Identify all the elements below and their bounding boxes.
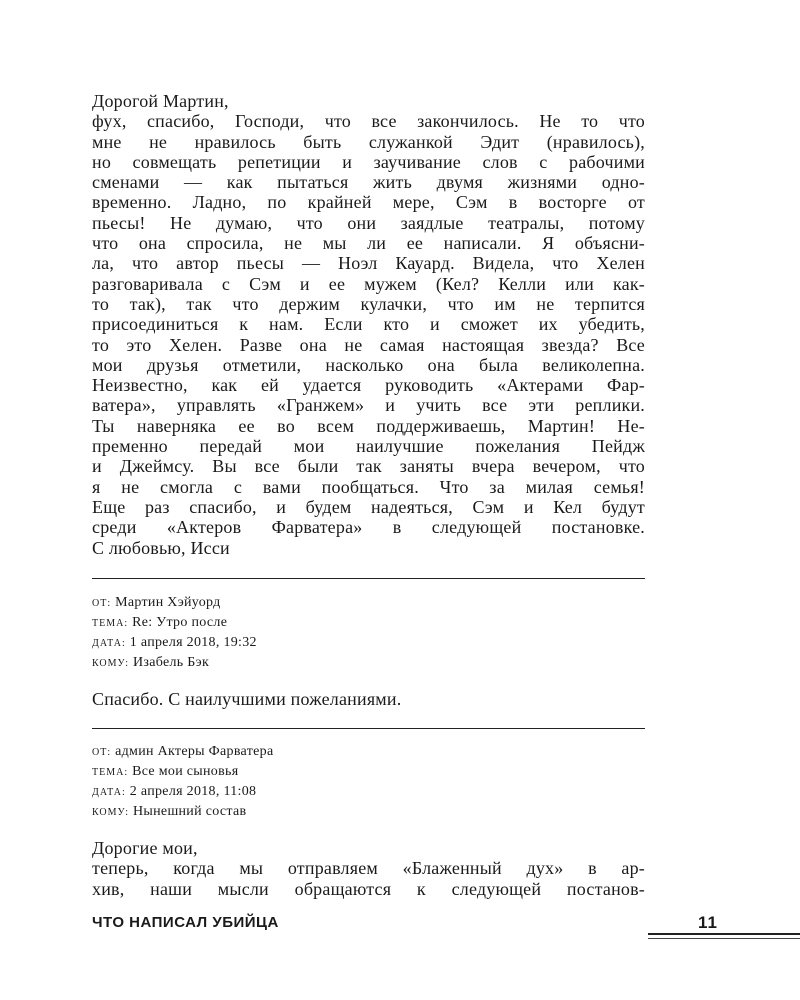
letter-line: мои друзья отметили, насколько она была великолепна. [92,354,645,375]
letter-body [92,91,645,558]
from-value: Мартин Хэйуорд [115,594,221,610]
date-label: ДАТА: [92,787,126,799]
letter-line: присоединиться к нам. Если кто и сможет их убедить, [92,314,645,335]
letter-line: фух, спасибо, Господи, что все закончилось. Не то что [92,111,645,132]
page-number: 11 [698,913,718,932]
email-body [92,689,645,709]
email-body [92,838,645,899]
email-date-row [92,633,645,653]
letter-signoff: С любовью, Исси [92,537,230,558]
email-subject-row [92,613,645,633]
letter-line: но совмещать репетиции и заучивание слов с рабочими [92,151,645,172]
letter-line: сменами — как пытаться жить двумя жизнями одно- [92,172,645,193]
date-value: 1 апреля 2018, 19:32 [129,634,257,650]
email-body-line: Спасибо. С наилучшими пожеланиями. [92,688,402,709]
letter-line: то это Хелен. Разве она не самая настоящая звезда? Все [92,334,645,355]
letter-line: среди «Актеров Фарватера» в следующей постановке. [92,517,645,538]
date-label: ДАТА: [92,637,126,649]
subject-value: Все мои сыновья [132,764,239,780]
letter-line: то так), так что держим кулачки, что им не терпится [92,293,645,314]
running-title: ЧТО НАПИСАЛ УБИЙЦА [92,914,279,931]
to-value: Нынешний состав [133,804,247,820]
letter-line: пременно передай мои наилучшие пожелания Пейдж [92,436,645,457]
letter-line: Неизвестно, как ей удается руководить «Актерами Фар- [92,375,645,396]
letter-line: что она спросила, не мы ли ее написали. Я объясни- [92,233,645,254]
email-to-row [92,802,645,822]
footer-rule [648,933,800,935]
divider-rule [92,578,645,579]
page-body [92,91,645,899]
divider-rule [92,728,645,729]
page-footer [92,911,800,941]
email-body-line: теперь, когда мы отправляем «Блаженный дух» в ар- [92,858,645,879]
letter-greeting: Дорогой Мартин, [92,91,229,111]
letter-line: Еще раз спасибо, и будем надеяться, Сэм и Кел будут [92,496,645,517]
email-header [92,593,645,673]
email-greeting: Дорогие мои, [92,838,198,859]
subject-label: ТЕМА: [92,767,129,779]
letter-line: Ты наверняка ее во всем поддерживаешь, Мартин! Не- [92,415,645,436]
email-from-row [92,742,645,762]
letter-line: я не смогла с вами пообщаться. Что за милая семья! [92,476,645,497]
date-value: 2 апреля 2018, 11:08 [129,784,257,800]
subject-label: ТЕМА: [92,617,129,629]
subject-value: Re: Утро после [132,614,228,630]
to-label: КОМУ: [92,657,130,669]
email-header [92,742,645,822]
email-from-row [92,593,645,613]
from-label: ОТ: [92,747,112,759]
footer-rule-thin [648,938,800,939]
email-subject-row [92,762,645,782]
letter-line: ватера», управлять «Гранжем» и учить все эти реплики. [92,395,645,416]
email-date-row [92,782,645,802]
letter-line: мне не нравилось быть служанкой Эдит (нравилось), [92,131,645,152]
letter-line: ла, что автор пьесы — Ноэл Кауард. Видела, что Хелен [92,253,645,274]
letter-line: и Джеймсу. Вы все были так заняты вчера вечером, что [92,456,645,477]
to-label: КОМУ: [92,807,130,819]
letter-line: разговаривала с Сэм и ее мужем (Кел? Келли или как- [92,273,645,294]
email-body-line: хив, наши мысли обращаются к следующей постанов- [92,878,645,899]
letter-line: пьесы! Не думаю, что они заядлые театралы, потому [92,212,645,233]
from-value: админ Актеры Фарватера [115,744,274,760]
email-to-row [92,653,645,673]
to-value: Изабель Бэк [133,654,210,670]
from-label: ОТ: [92,597,112,609]
letter-line: временно. Ладно, по крайней мере, Сэм в восторге от [92,192,645,213]
